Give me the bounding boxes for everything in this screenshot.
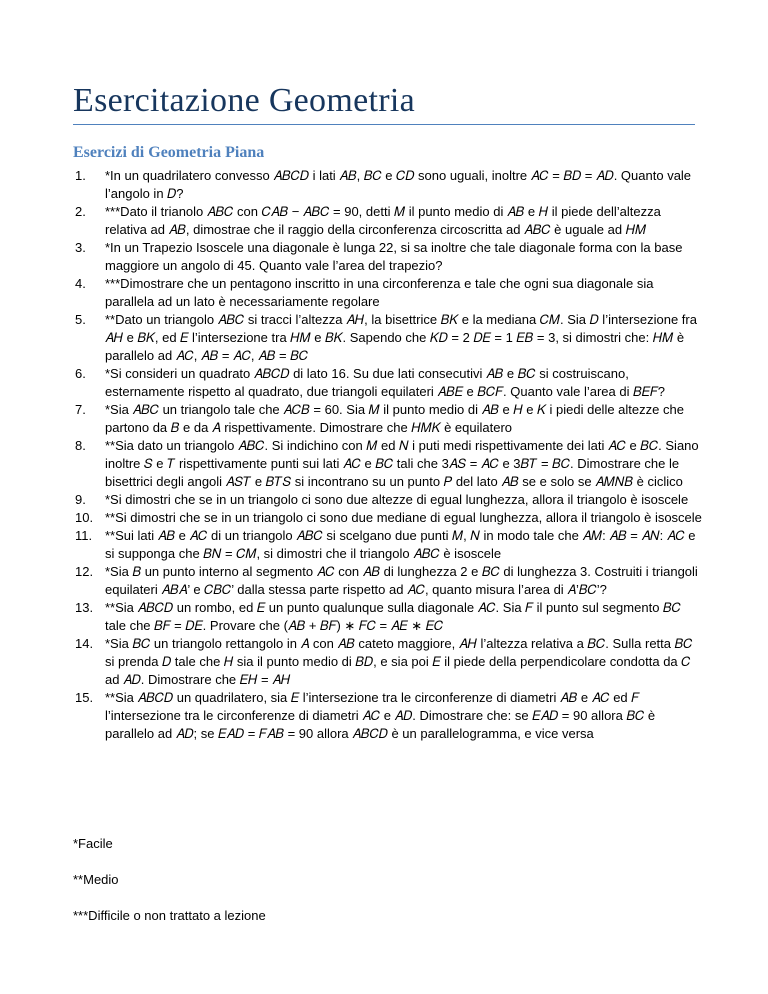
item-number: 11. — [75, 528, 93, 543]
section-heading: Esercizi di Geometria Piana — [73, 144, 265, 161]
list-item — [73, 635, 705, 689]
list-item — [73, 563, 705, 599]
list-item — [73, 437, 705, 491]
legend-easy: *Facile — [73, 836, 113, 851]
item-number: 15. — [75, 690, 94, 705]
list-item — [73, 365, 705, 401]
item-text: *Sia 𝐴𝐵𝐶 un triangolo tale che 𝐴𝐶𝐵 = 60. Sia 𝑀 il punto medio di 𝐴𝐵 e 𝐻 e 𝐾 i piedi delle altezze che partono da 𝐵 e da 𝐴 rispettivamente. Dimostrare che 𝐻𝑀𝐾 è equilatero — [105, 402, 684, 435]
item-text: *Si dimostri che se in un triangolo ci sono due altezze di egual lunghezza, allora il triangolo è isoscele — [105, 492, 689, 507]
item-text: *Sia 𝐵𝐶 un triangolo rettangolo in 𝐴 con 𝐴𝐵 cateto maggiore, 𝐴𝐻 l’altezza relativa a 𝐵𝐶. Sulla retta 𝐵𝐶 si prenda 𝐷 tale che 𝐻 sia il punto medio di 𝐵𝐷, e sia poi 𝐸 il piede della perpendicolare condotta da 𝐶 ad 𝐴𝐷. Dimostrare che 𝐸𝐻 = 𝐴𝐻 — [105, 636, 693, 687]
item-number: 5. — [75, 312, 86, 327]
list-item — [73, 311, 705, 365]
difficulty-legend — [73, 835, 266, 943]
item-text: **Sia 𝐴𝐵𝐶𝐷 un quadrilatero, sia 𝐸 l’intersezione tra le circonferenze di diametri 𝐴𝐵 e 𝐴𝐶 ed 𝐹 l’intersezione tra le circonferenze di diametri 𝐴𝐶 e 𝐴𝐷. Dimostrare che: se 𝐸𝐴𝐷 = 90 allora 𝐵𝐶 è parallelo ad 𝐴𝐷; se 𝐸𝐴𝐷 = 𝐹𝐴𝐵 = 90 allora 𝐴𝐵𝐶𝐷 è un parallelogramma, e vice versa — [105, 690, 656, 741]
item-text: **Sia dato un triangolo 𝐴𝐵𝐶. Si indichino con 𝑀 ed 𝑁 i puti medi rispettivamente dei lati 𝐴𝐶 e 𝐵𝐶. Siano inoltre 𝑆 e 𝑇 rispettivamente punti sui lati 𝐴𝐶 e 𝐵𝐶 tali che 3𝐴𝑆 = 𝐴𝐶 e 3𝐵𝑇 = 𝐵𝐶. Dimostrare che le bisettrici degli angoli 𝐴𝑆𝑇 e 𝐵𝑇𝑆 si incontrano su un punto 𝑃 del lato 𝐴𝐵 se e solo se 𝐴𝑀𝑁𝐵 è ciclico — [105, 438, 699, 489]
item-number: 2. — [75, 204, 86, 219]
item-number: 4. — [75, 276, 86, 291]
exercise-list — [73, 167, 705, 743]
document-title: Esercitazione Geometria — [73, 82, 416, 119]
item-text: *Sia 𝐵 un punto interno al segmento 𝐴𝐶 con 𝐴𝐵 di lunghezza 2 e 𝐵𝐶 di lunghezza 3. Costruiti i triangoli equilateri 𝐴𝐵𝐴’ e 𝐶𝐵𝐶’ dalla stessa parte rispetto ad 𝐴𝐶, quanto misura l’area di 𝐴’𝐵𝐶’? — [105, 564, 698, 597]
item-text: *Si consideri un quadrato 𝐴𝐵𝐶𝐷 di lato 16. Su due lati consecutivi 𝐴𝐵 e 𝐵𝐶 si costruiscano, esternamente rispetto al quadrato, due triangoli equilateri 𝐴𝐵𝐸 e 𝐵𝐶𝐹. Quanto vale l’area di 𝐵𝐸𝐹? — [105, 366, 665, 399]
list-item — [73, 491, 705, 509]
list-item — [73, 203, 705, 239]
item-number: 6. — [75, 366, 86, 381]
item-number: 13. — [75, 600, 94, 615]
item-number: 1. — [75, 168, 86, 183]
item-text: *In un Trapezio Isoscele una diagonale è lunga 22, si sa inoltre che tale diagonale forma con la base maggiore un angolo di 45. Quanto vale l’area del trapezio? — [105, 240, 683, 273]
item-number: 3. — [75, 240, 86, 255]
item-text: *In un quadrilatero convesso 𝐴𝐵𝐶𝐷 i lati 𝐴𝐵, 𝐵𝐶 e 𝐶𝐷 sono uguali, inoltre 𝐴𝐶 = 𝐵𝐷 = 𝐴𝐷. Quanto vale l’angolo in 𝐷? — [105, 168, 692, 201]
list-item — [73, 509, 705, 527]
item-text: **Si dimostri che se in un triangolo ci sono due mediane di egual lunghezza, allora il triangolo è isoscele — [105, 510, 702, 525]
item-text: **Sui lati 𝐴𝐵 e 𝐴𝐶 di un triangolo 𝐴𝐵𝐶 si scelgano due punti 𝑀, 𝑁 in modo tale che 𝐴𝑀: 𝐴𝐵 = 𝐴𝑁: 𝐴𝐶 e si supponga che 𝐵𝑁 = 𝐶𝑀, si dimostri che il triangolo 𝐴𝐵𝐶 è isoscele — [105, 528, 696, 561]
item-text: ***Dimostrare che un pentagono inscritto in una circonferenza e tale che ogni sua diagonale sia parallela ad un lato è necessariamente regolare — [105, 276, 654, 309]
item-text: ***Dato il trianolo 𝐴𝐵𝐶 con 𝐶𝐴𝐵 − 𝐴𝐵𝐶 = 90, detti 𝑀 il punto medio di 𝐴𝐵 e 𝐻 il piede dell’altezza relativa ad 𝐴𝐵, dimostrae che il raggio della circonferenza circoscritta ad 𝐴𝐵𝐶 è uguale ad 𝐻𝑀 — [105, 204, 661, 237]
item-number: 10. — [75, 510, 94, 525]
list-item — [73, 401, 705, 437]
title-underline — [73, 124, 695, 125]
list-item — [73, 527, 705, 563]
item-text: **Sia 𝐴𝐵𝐶𝐷 un rombo, ed 𝐸 un punto qualunque sulla diagonale 𝐴𝐶. Sia 𝐹 il punto sul segmento 𝐵𝐶 tale che 𝐵𝐹 = 𝐷𝐸. Provare che (𝐴𝐵 + 𝐵𝐹) ∗ 𝐹𝐶 = 𝐴𝐸 ∗ 𝐸𝐶 — [105, 600, 681, 633]
legend-medium: **Medio — [73, 872, 119, 887]
list-item — [73, 239, 705, 275]
list-item — [73, 689, 705, 743]
list-item — [73, 599, 705, 635]
item-number: 9. — [75, 492, 86, 507]
item-number: 14. — [75, 636, 94, 651]
item-number: 12. — [75, 564, 94, 579]
list-item — [73, 167, 705, 203]
item-number: 8. — [75, 438, 86, 453]
legend-hard: ***Difficile o non trattato a lezione — [73, 908, 266, 923]
item-text: **Dato un triangolo 𝐴𝐵𝐶 si tracci l’altezza 𝐴𝐻, la bisettrice 𝐵𝐾 e la mediana 𝐶𝑀. Sia 𝐷 l’intersezione fra 𝐴𝐻 e 𝐵𝐾, ed 𝐸 l’intersezione tra 𝐻𝑀 e 𝐵𝐾. Sapendo che 𝐾𝐷 = 2 𝐷𝐸 = 1 𝐸𝐵 = 3, si dimostri che: 𝐻𝑀 è parallelo ad 𝐴𝐶, 𝐴𝐵 = 𝐴𝐶, 𝐴𝐵 = 𝐵𝐶 — [105, 312, 697, 363]
item-number: 7. — [75, 402, 86, 417]
list-item — [73, 275, 705, 311]
